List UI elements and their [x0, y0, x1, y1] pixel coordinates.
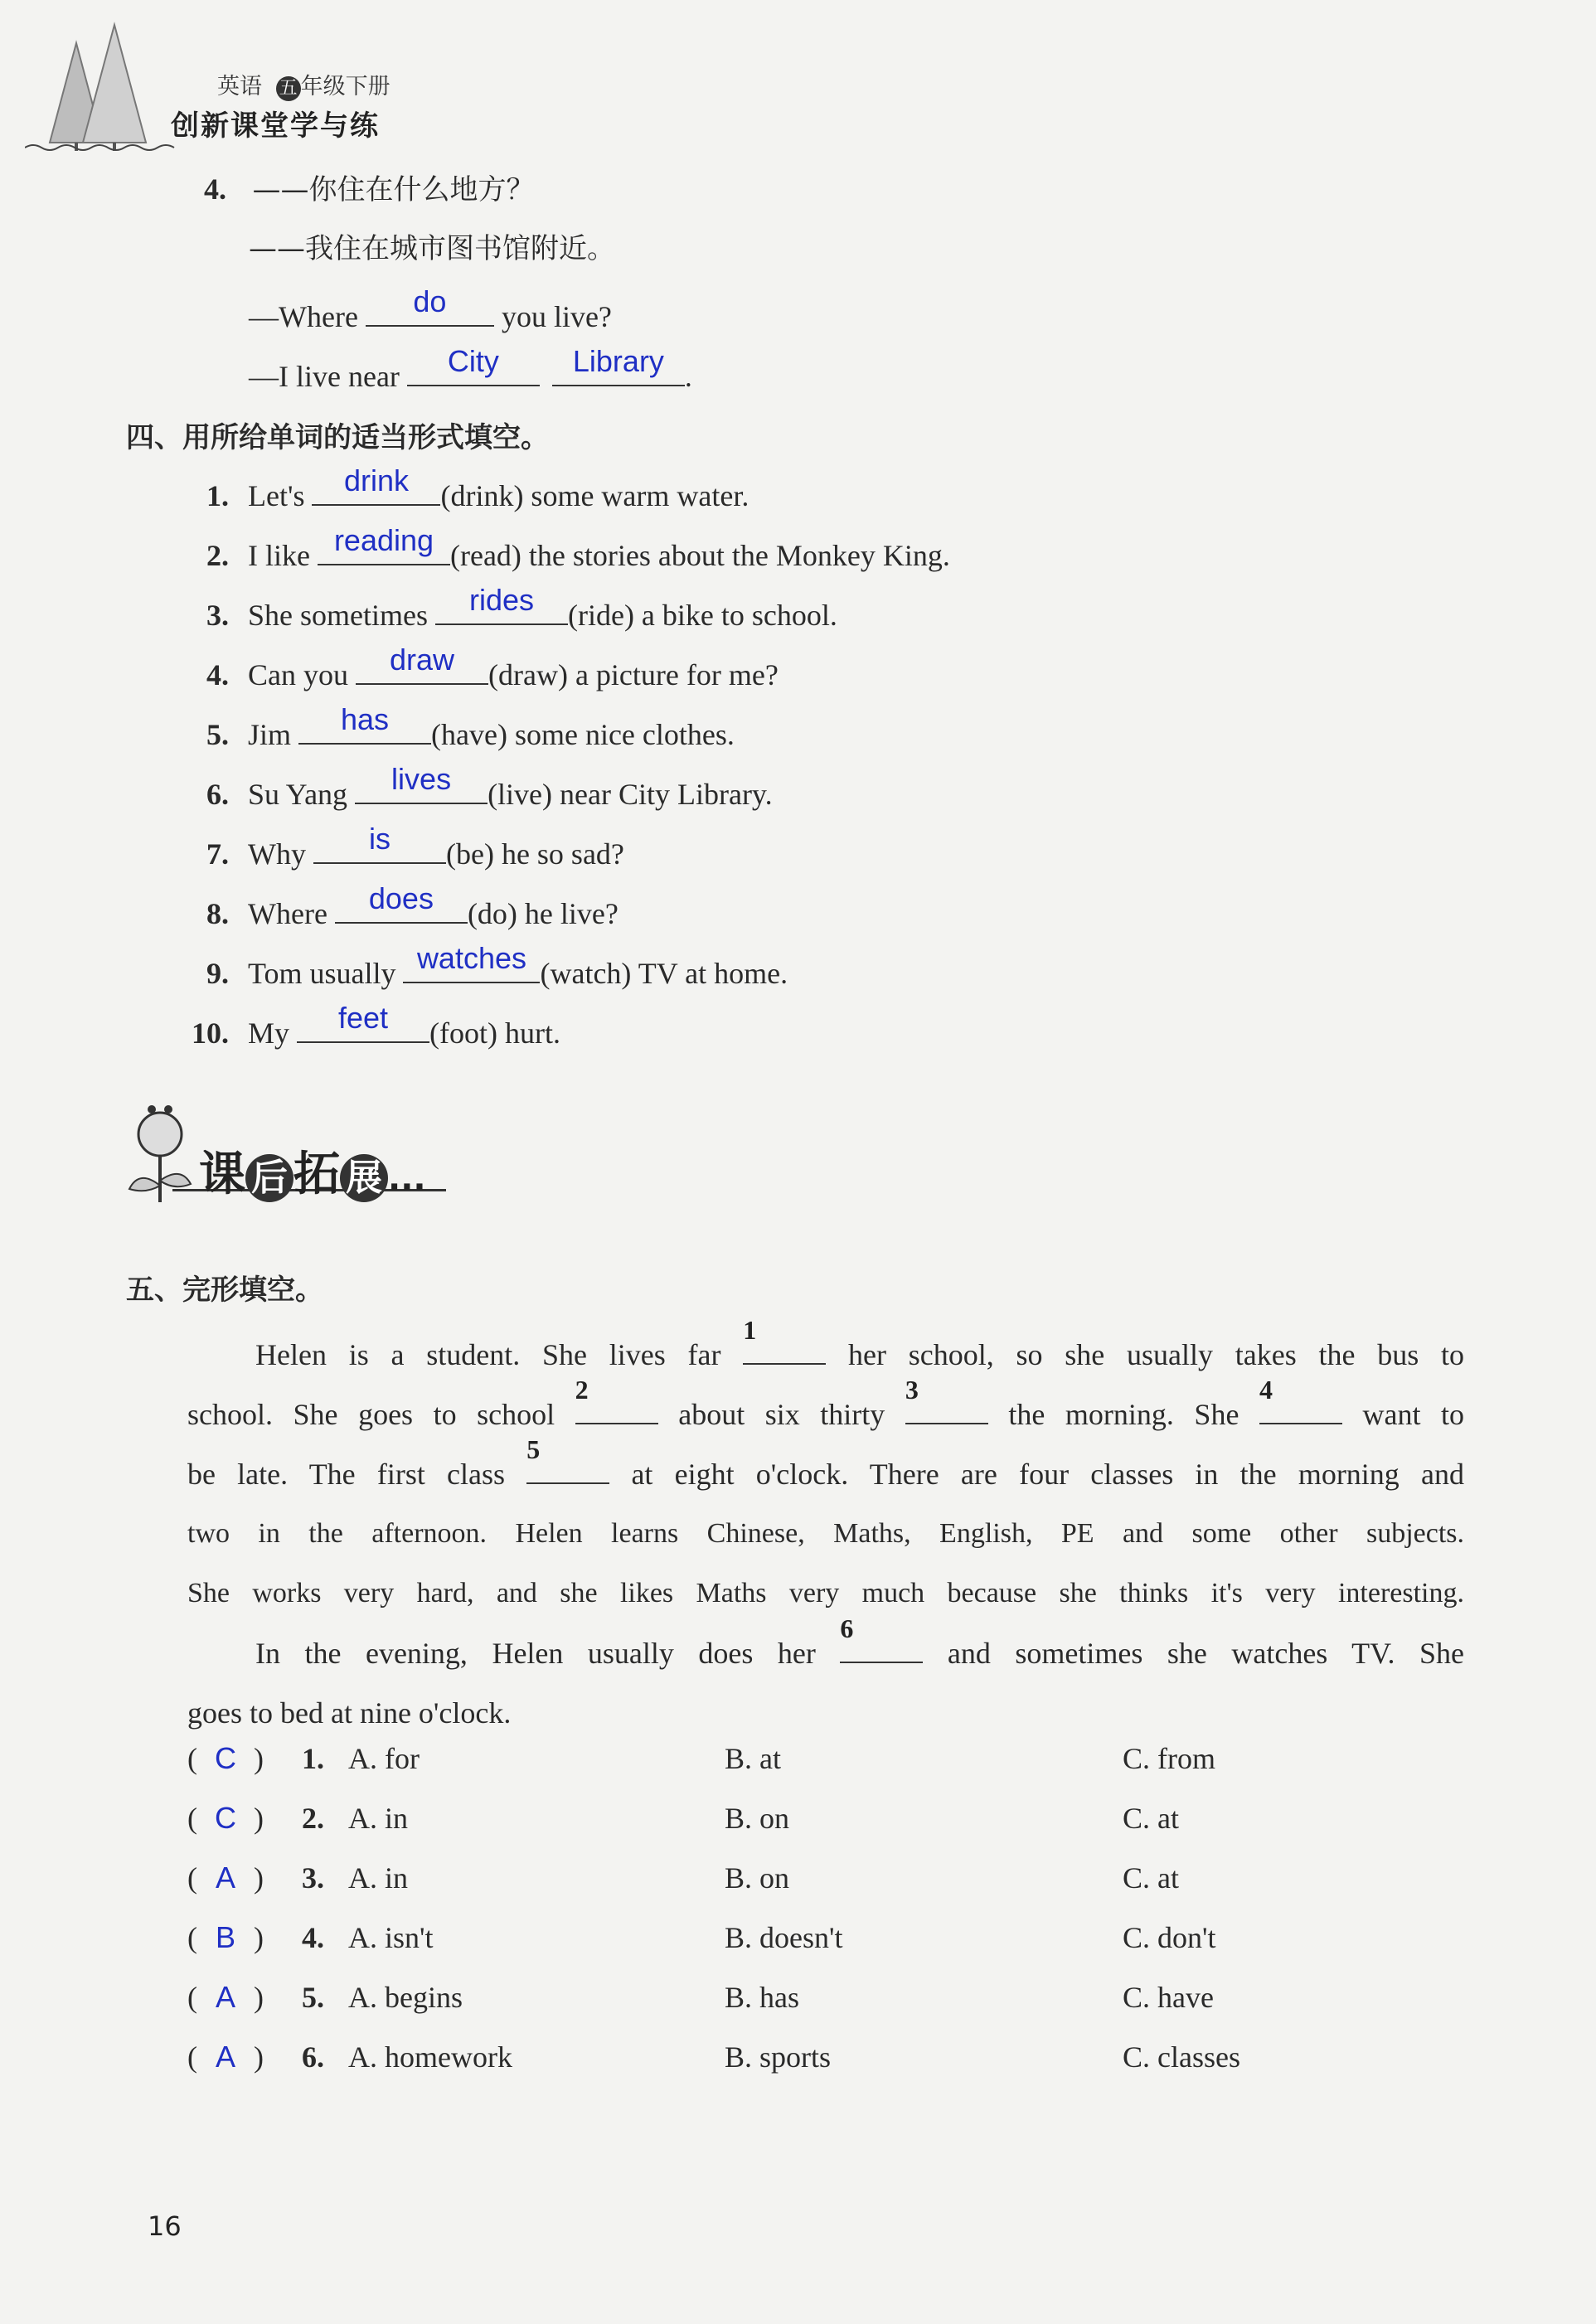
answer-text: is [368, 822, 391, 856]
item-pre: Why [248, 837, 306, 871]
passage-text: the morning. She [1008, 1398, 1239, 1431]
item-number: 2. [206, 539, 229, 572]
passage-text: and sometimes she watches TV. She [947, 1637, 1465, 1670]
answer-text: lives [391, 762, 452, 796]
q4-cn-question [204, 171, 534, 208]
item-pre: Can you [248, 658, 348, 691]
selected-answer: A [215, 1980, 235, 2014]
item-pre: Where [248, 897, 327, 930]
q4-blank-1[interactable] [366, 284, 494, 327]
blank-3[interactable] [905, 1375, 988, 1424]
item-blank[interactable] [297, 1001, 429, 1043]
item-post: (have) some nice clothes. [431, 718, 735, 751]
item-post: (read) the stories about the Monkey King. [449, 539, 950, 572]
item-blank[interactable] [318, 523, 450, 565]
question-number: 5. [302, 1981, 324, 2014]
choice-row-4 [187, 1920, 1481, 1980]
option-b[interactable]: B. at [725, 1742, 781, 1775]
choices [187, 1741, 1481, 2099]
passage-text: In the evening, Helen usually does her [255, 1637, 816, 1670]
option-c[interactable]: C. at [1123, 1861, 1179, 1895]
item-post: (drink) some warm water. [440, 479, 749, 512]
grade-label: 年级下册 [300, 74, 391, 99]
section4-title: 四、用所给单词的适当形式填空。 [126, 421, 549, 454]
answer-text: does [368, 881, 434, 915]
item-blank[interactable] [312, 463, 440, 506]
item-number: 6. [206, 778, 229, 811]
blank-number: 1 [743, 1315, 757, 1345]
s4-item-7 [187, 822, 624, 872]
passage-text: be late. The first class [187, 1458, 506, 1491]
q4-en-answer [249, 344, 692, 395]
s4-item-10 [187, 1001, 560, 1051]
blank-number: 3 [905, 1375, 919, 1405]
s4-item-6 [187, 762, 773, 813]
selected-answer: C [215, 1741, 236, 1775]
selected-answer: A [215, 2040, 235, 2074]
question-number: 2. [302, 1802, 324, 1835]
option-b[interactable]: B. on [725, 1802, 790, 1835]
item-post: (be) he so sad? [445, 837, 624, 871]
item-blank[interactable] [435, 583, 568, 625]
item-blank[interactable] [313, 822, 446, 864]
item-blank[interactable] [403, 941, 540, 983]
item-pre: Jim [248, 718, 292, 751]
passage-paragraph-1 [187, 1315, 1465, 1743]
passage-line-3 [187, 1434, 1464, 1504]
blank-number: 2 [575, 1375, 589, 1405]
blank-number: 6 [840, 1613, 854, 1643]
q4-number: 4. [204, 172, 226, 206]
option-c[interactable]: C. at [1123, 1802, 1179, 1835]
item-post: (live) near City Library. [488, 778, 773, 811]
passage-text: at eight o'clock. There are four classes in the morning and [631, 1458, 1464, 1491]
passage-text: Helen is a student. She lives far [255, 1338, 721, 1371]
choice-row-2 [187, 1801, 1481, 1861]
banner-char-3: 拓 [293, 1147, 340, 1201]
option-b[interactable]: B. on [725, 1861, 790, 1895]
question-number: 1. [302, 1742, 324, 1775]
question-number: 4. [302, 1921, 324, 1954]
item-blank[interactable] [298, 702, 431, 745]
answer-text: Library [572, 344, 664, 378]
selected-answer: C [215, 1801, 236, 1835]
blank-number: 5 [526, 1434, 541, 1464]
answer-paren: ( C ) [187, 1801, 264, 1835]
option-b[interactable]: B. sports [725, 2040, 832, 2074]
option-c[interactable]: C. have [1123, 1981, 1214, 2014]
item-post: (foot) hurt. [429, 1016, 560, 1050]
s4-item-1 [187, 463, 749, 514]
answer-paren: ( B ) [187, 1920, 264, 1954]
passage-text: school. She goes to school [187, 1398, 555, 1431]
item-pre: Tom usually [248, 957, 396, 990]
passage-text: want to [1362, 1398, 1465, 1431]
item-number: 3. [206, 599, 229, 632]
option-a[interactable]: A. begins [348, 1981, 463, 2014]
s4-item-2 [187, 523, 950, 574]
answer-text: watches [416, 941, 527, 975]
s4-item-9 [187, 941, 788, 992]
s4-item-4 [187, 643, 779, 693]
section-banner [123, 1096, 504, 1212]
answer-text: City [447, 344, 499, 378]
passage-line-2 [187, 1375, 1465, 1444]
answer-paren: ( A ) [187, 1980, 264, 2014]
answer-text: reading [333, 523, 434, 557]
passage-text: her school, so she usually takes the bus to [848, 1338, 1465, 1371]
item-number: 10. [192, 1016, 229, 1050]
blank-1[interactable] [743, 1315, 826, 1365]
answer-text: has [340, 702, 390, 736]
s4-item-8 [187, 881, 619, 932]
choice-row-3 [187, 1861, 1481, 1920]
item-pre: Su Yang [248, 778, 348, 811]
item-blank[interactable] [356, 643, 488, 685]
item-blank[interactable] [335, 881, 468, 924]
passage-line-7: goes to bed at nine o'clock. [187, 1696, 512, 1730]
item-number: 9. [206, 957, 229, 990]
option-b[interactable]: B. doesn't [725, 1921, 843, 1954]
answer-text: feet [337, 1001, 389, 1035]
q4-cn-answer: ——我住在城市图书馆附近。 [249, 232, 615, 265]
choice-row-5 [187, 1980, 1481, 2040]
flower-icon [123, 1096, 197, 1212]
choice-row-1 [187, 1741, 1481, 1801]
banner-char-4: 展 [340, 1154, 388, 1202]
item-number: 4. [206, 658, 229, 691]
answer-paren: ( C ) [187, 1741, 264, 1775]
blank-6[interactable] [840, 1613, 923, 1663]
option-b[interactable]: B. has [725, 1981, 799, 2014]
item-pre: Let's [248, 479, 305, 512]
answer-text: drink [343, 463, 409, 497]
option-a[interactable]: A. for [348, 1742, 420, 1775]
banner-char-2: 后 [245, 1154, 293, 1202]
selected-answer: A [215, 1861, 235, 1895]
q4-blank-3[interactable] [552, 344, 685, 386]
item-pre: She sometimes [248, 599, 428, 632]
option-a[interactable]: A. in [348, 1861, 408, 1895]
subject-label: 英语 [217, 74, 262, 99]
tree-logo-icon [25, 18, 182, 155]
item-post: (do) he live? [467, 897, 619, 930]
blank-4[interactable] [1259, 1375, 1342, 1424]
grade-badge: 五 [276, 76, 301, 101]
blank-5[interactable] [526, 1434, 609, 1484]
question-number: 3. [302, 1861, 324, 1895]
banner-title [199, 1138, 426, 1204]
item-blank[interactable] [355, 762, 488, 804]
option-a[interactable]: A. in [348, 1802, 408, 1835]
q4-en-answer-post: . [684, 360, 692, 393]
q4-en-answer-pre: —I live near [249, 360, 400, 393]
option-a[interactable]: A. isn't [348, 1921, 434, 1954]
answer-text: draw [389, 643, 455, 677]
option-c[interactable]: C. from [1123, 1742, 1215, 1775]
q4-cn-question-text: ——你住在什么地方？ [252, 173, 535, 206]
q4-en-question [249, 284, 612, 335]
answer-paren: ( A ) [187, 2040, 264, 2074]
blank-number: 4 [1259, 1375, 1273, 1405]
answer-paren: ( A ) [187, 1861, 264, 1895]
item-post: (ride) a bike to school. [567, 599, 837, 632]
option-c[interactable]: C. don't [1123, 1921, 1216, 1954]
answer-text: do [413, 284, 447, 318]
question-number: 6. [302, 2040, 324, 2074]
section5-title: 五、完形填空。 [126, 1274, 323, 1307]
banner-dots: ... [388, 1160, 426, 1198]
item-number: 5. [206, 718, 229, 751]
q4-blank-2[interactable] [407, 344, 540, 386]
selected-answer: B [215, 1920, 235, 1954]
passage-text: about six thirty [678, 1398, 885, 1431]
item-post: (draw) a picture for me? [488, 658, 779, 691]
option-a[interactable]: A. homework [348, 2040, 512, 2074]
page-number: 16 [148, 2210, 182, 2242]
passage-line-5: She works very hard, and she likes Maths very much because she thinks it's very interesting. [187, 1578, 1464, 1608]
header-subject-line [217, 68, 391, 101]
s4-item-5 [187, 702, 735, 753]
series-title: 创新课堂学与练 [171, 109, 380, 143]
passage-line-6 [187, 1613, 1465, 1683]
banner-char-1: 课 [199, 1147, 245, 1201]
q4-en-question-post: you live? [501, 300, 612, 333]
choice-row-6 [187, 2040, 1481, 2099]
item-number: 1. [206, 479, 229, 512]
item-number: 8. [206, 897, 229, 930]
q4-en-question-pre: —Where [249, 300, 358, 333]
item-number: 7. [206, 837, 229, 871]
item-pre: I like [248, 539, 310, 572]
answer-text: rides [468, 583, 534, 617]
s4-item-3 [187, 583, 837, 633]
item-post: (watch) TV at home. [540, 957, 788, 990]
passage-line-4: two in the afternoon. Helen learns Chinese, Maths, English, PE and some other subjects. [187, 1518, 1464, 1549]
item-pre: My [248, 1016, 290, 1050]
option-c[interactable]: C. classes [1123, 2040, 1240, 2074]
